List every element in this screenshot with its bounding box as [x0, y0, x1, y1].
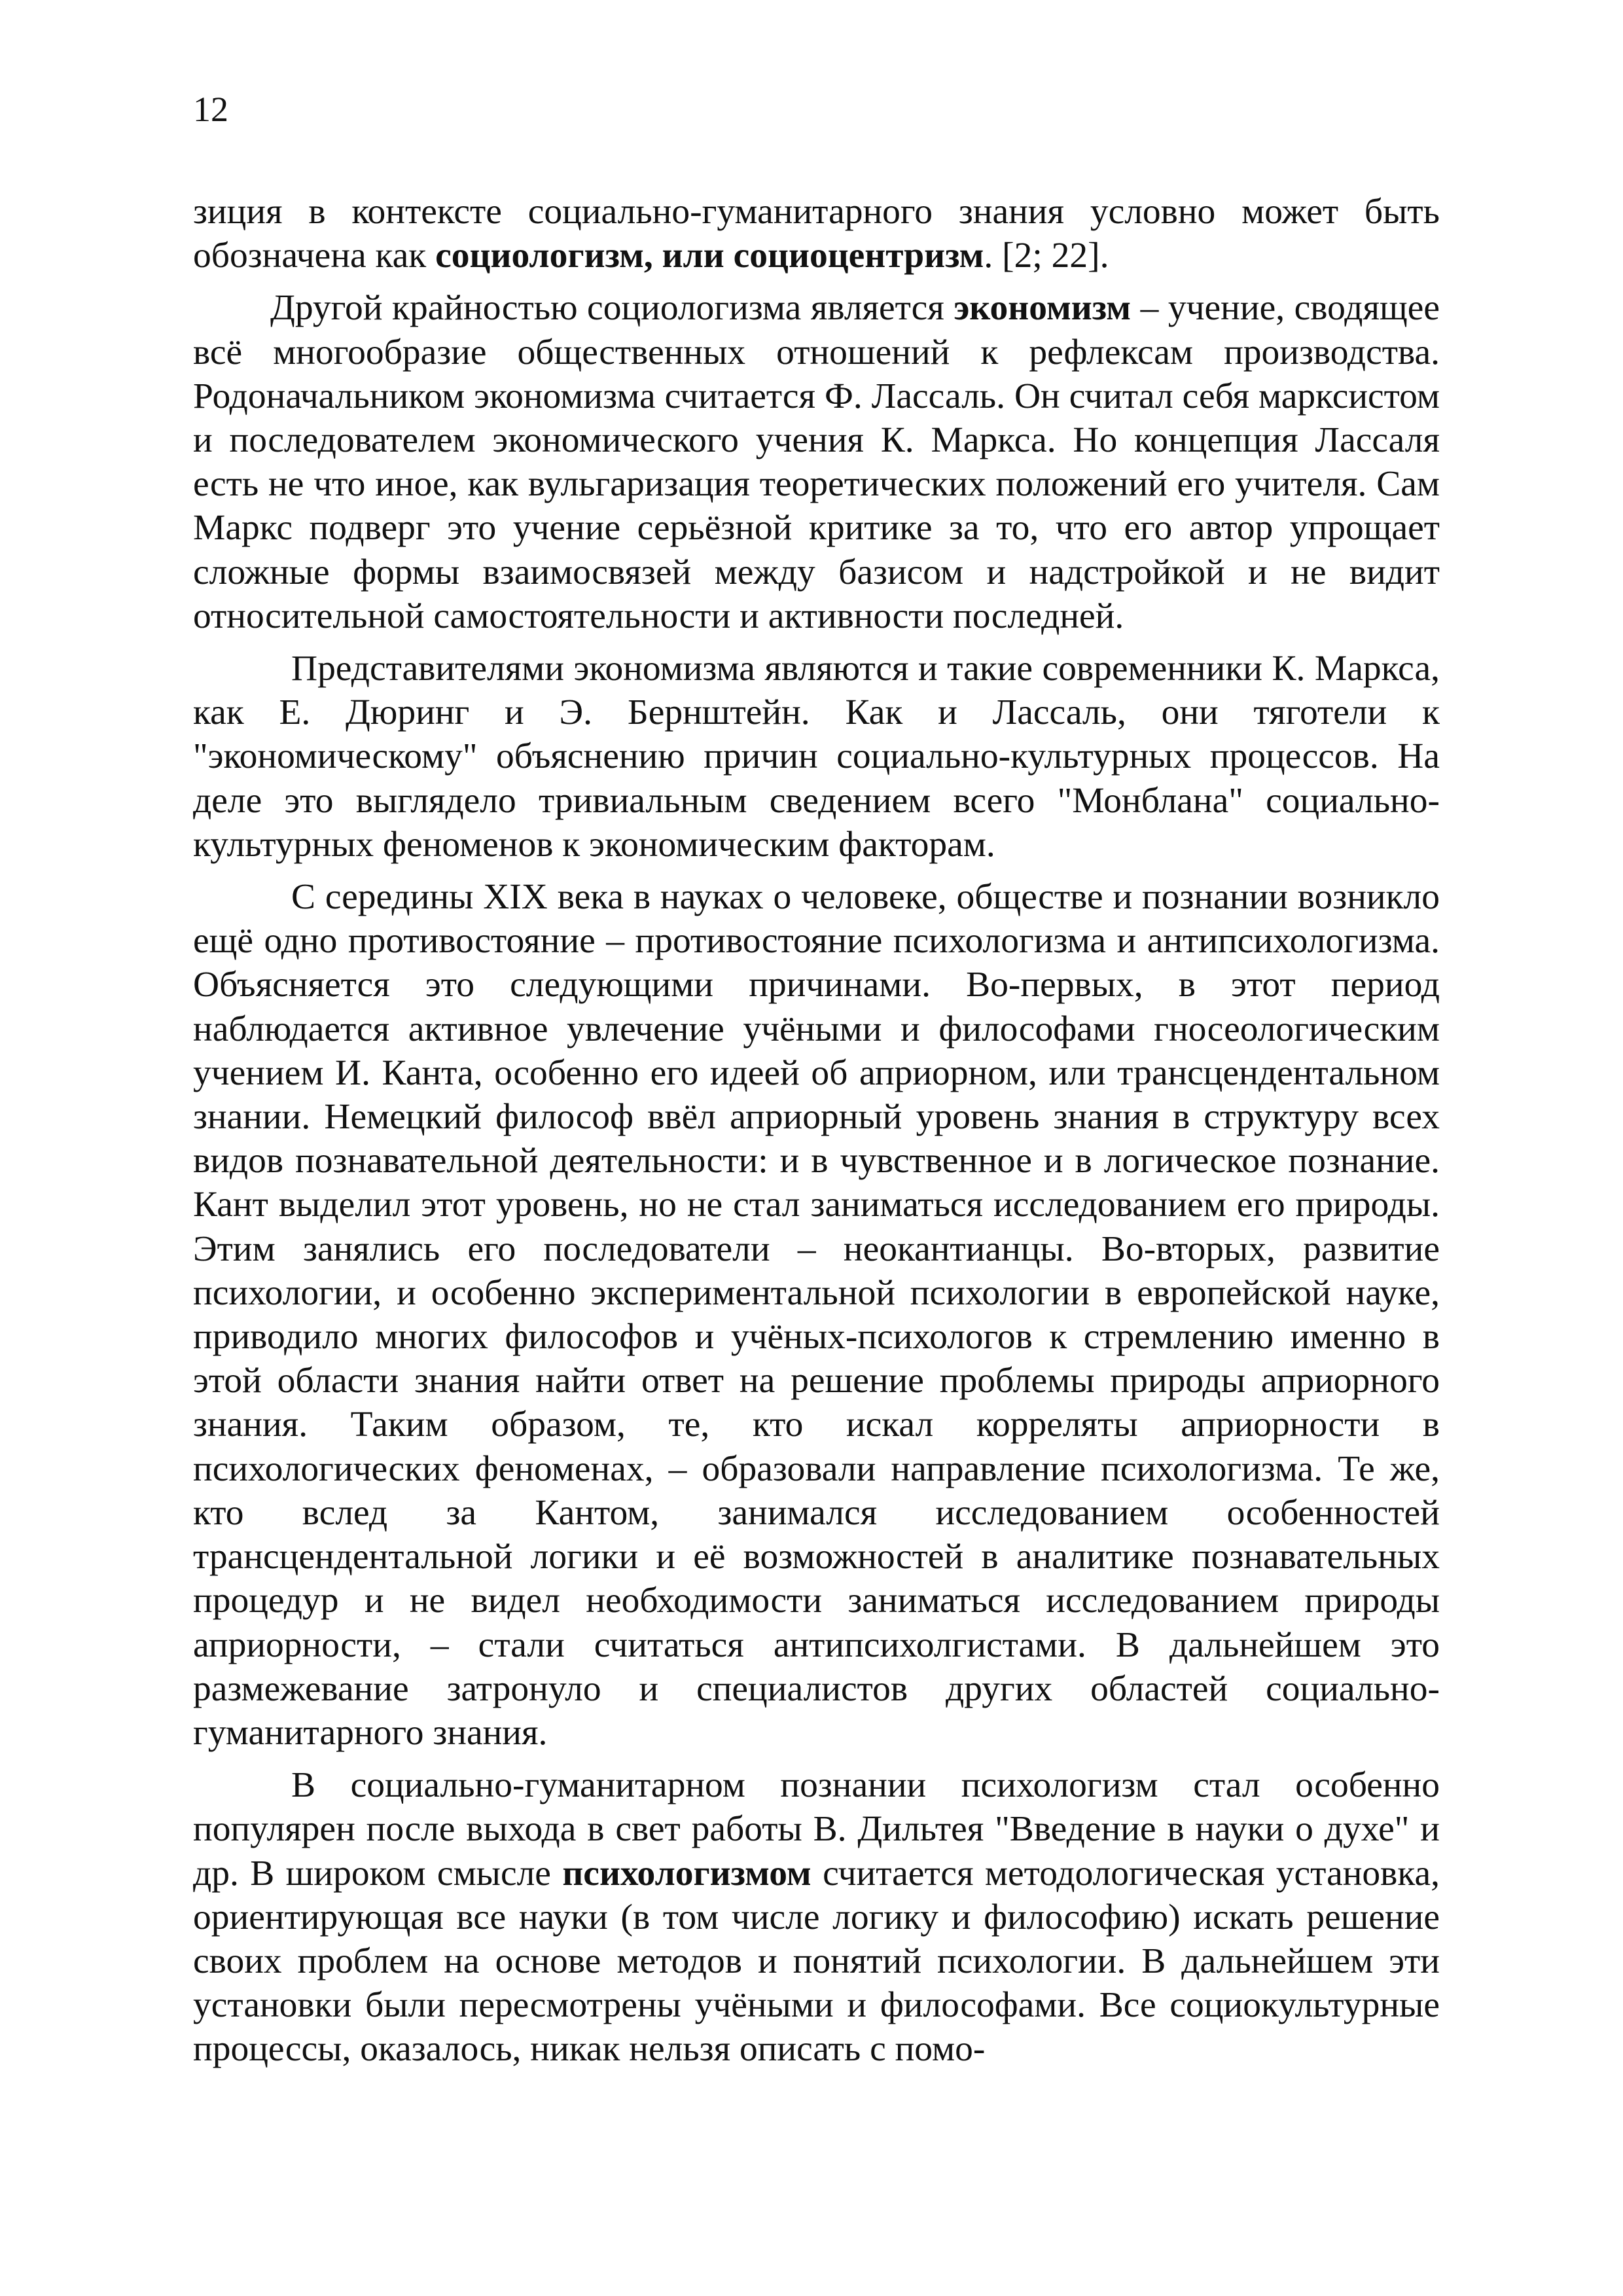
text-run: – учение, сводящее всё многообразие общественных отношений к рефлексам производства. Родоначальником экономизма считается Ф. Лассаль. Он считал себя марксистом и последователем экономического учения К. Маркса. Но концепция Лассаля есть не что иное, как вульгаризация теоретических положений его учителя. Сам Маркс подверг это учение серьёзной критике за то, что его автор упрощает сложные формы взаимосвязей между базисом и надстройкой и не видит относительной самостоятельности и активности последней. — [193, 288, 1440, 636]
bold-term: социологизм, или социоцентризм — [435, 236, 984, 276]
text-run: зиция в контексте социально-гуманитарного знания условно может быть обозначена как — [193, 192, 1440, 276]
text-run: считается методологическая установка, ориентирующая все науки (в том числе логику и философию) искать решение своих проблем на основе методов и понятий психологии. В дальнейшем эти установки были пересмотрены учёными и философами. Все социокультурные процессы, оказалось, никак нельзя описать с помо- — [193, 1853, 1440, 2070]
bold-term: экономизм — [954, 288, 1132, 329]
body-text — [193, 190, 1440, 2072]
paragraph — [193, 1763, 1440, 2071]
text-run: Другой крайностью социологизма является — [270, 288, 954, 329]
text-run: С середины XIX века в науках о человеке, обществе и познании возникло ещё одно противостояние – противостояние психологизма и антипсихологизма. Объясняется это следующими причинами. Во-первых, в этот период наблюдается активное увлечение учёными и философами гносеологическим учением И. Канта, особенно его идеей об априорном, или трансцендентальном знании. Немецкий философ ввёл априорный уровень знания в структуру всех видов познавательной деятельности: и в чувственное и в логическое познание. Кант выделил этот уровень, но не стал заниматься исследованием его природы. Этим занялись его последователи – неокантианцы. Во-вторых, развитие психологии, и особенно экспериментальной психологии в европейской науке, приводило многих философов и учёных-психологов к стремлению именно в этой области знания найти ответ на решение проблемы природы априорного знания. Таким образом, те, кто искал корреляты априорности в психологических феноменах, – образовали направление психологизма. Те же, кто вслед за Кантом, занимался исследованием особенностей трансцендентальной логики и её возможностей в аналитике познавательных процедур и не видел необходимости заниматься исследованием природы априорности, – стали считаться антипсихолгистами. В дальнейшем это размежевание затронуло и специалистов других областей социально-гуманитарного знания. — [193, 877, 1440, 1753]
page-number: 12 — [193, 90, 228, 129]
paragraph — [193, 875, 1440, 1755]
paragraph — [193, 286, 1440, 638]
paragraph — [193, 647, 1440, 867]
text-run: Представителями экономизма являются и такие современники К. Маркса, как Е. Дюринг и Э. Бернштейн. Как и Лассаль, они тяготели к "экономическому" объяснению причин социально-культурных процессов. На деле это выглядело тривиальным сведением всего "Монблана" социально-культурных феноменов к экономическим факторам. — [193, 649, 1440, 865]
bold-term: психологизмом — [562, 1853, 812, 1893]
text-run: В социально-гуманитарном познании психологизм стал особенно популярен после выхода в свет работы В. Дильтея "Введение в науки о духе" и др. В широком смысле — [193, 1765, 1440, 1893]
paragraph — [193, 190, 1440, 278]
text-run: . [2; 22]. — [984, 236, 1109, 276]
